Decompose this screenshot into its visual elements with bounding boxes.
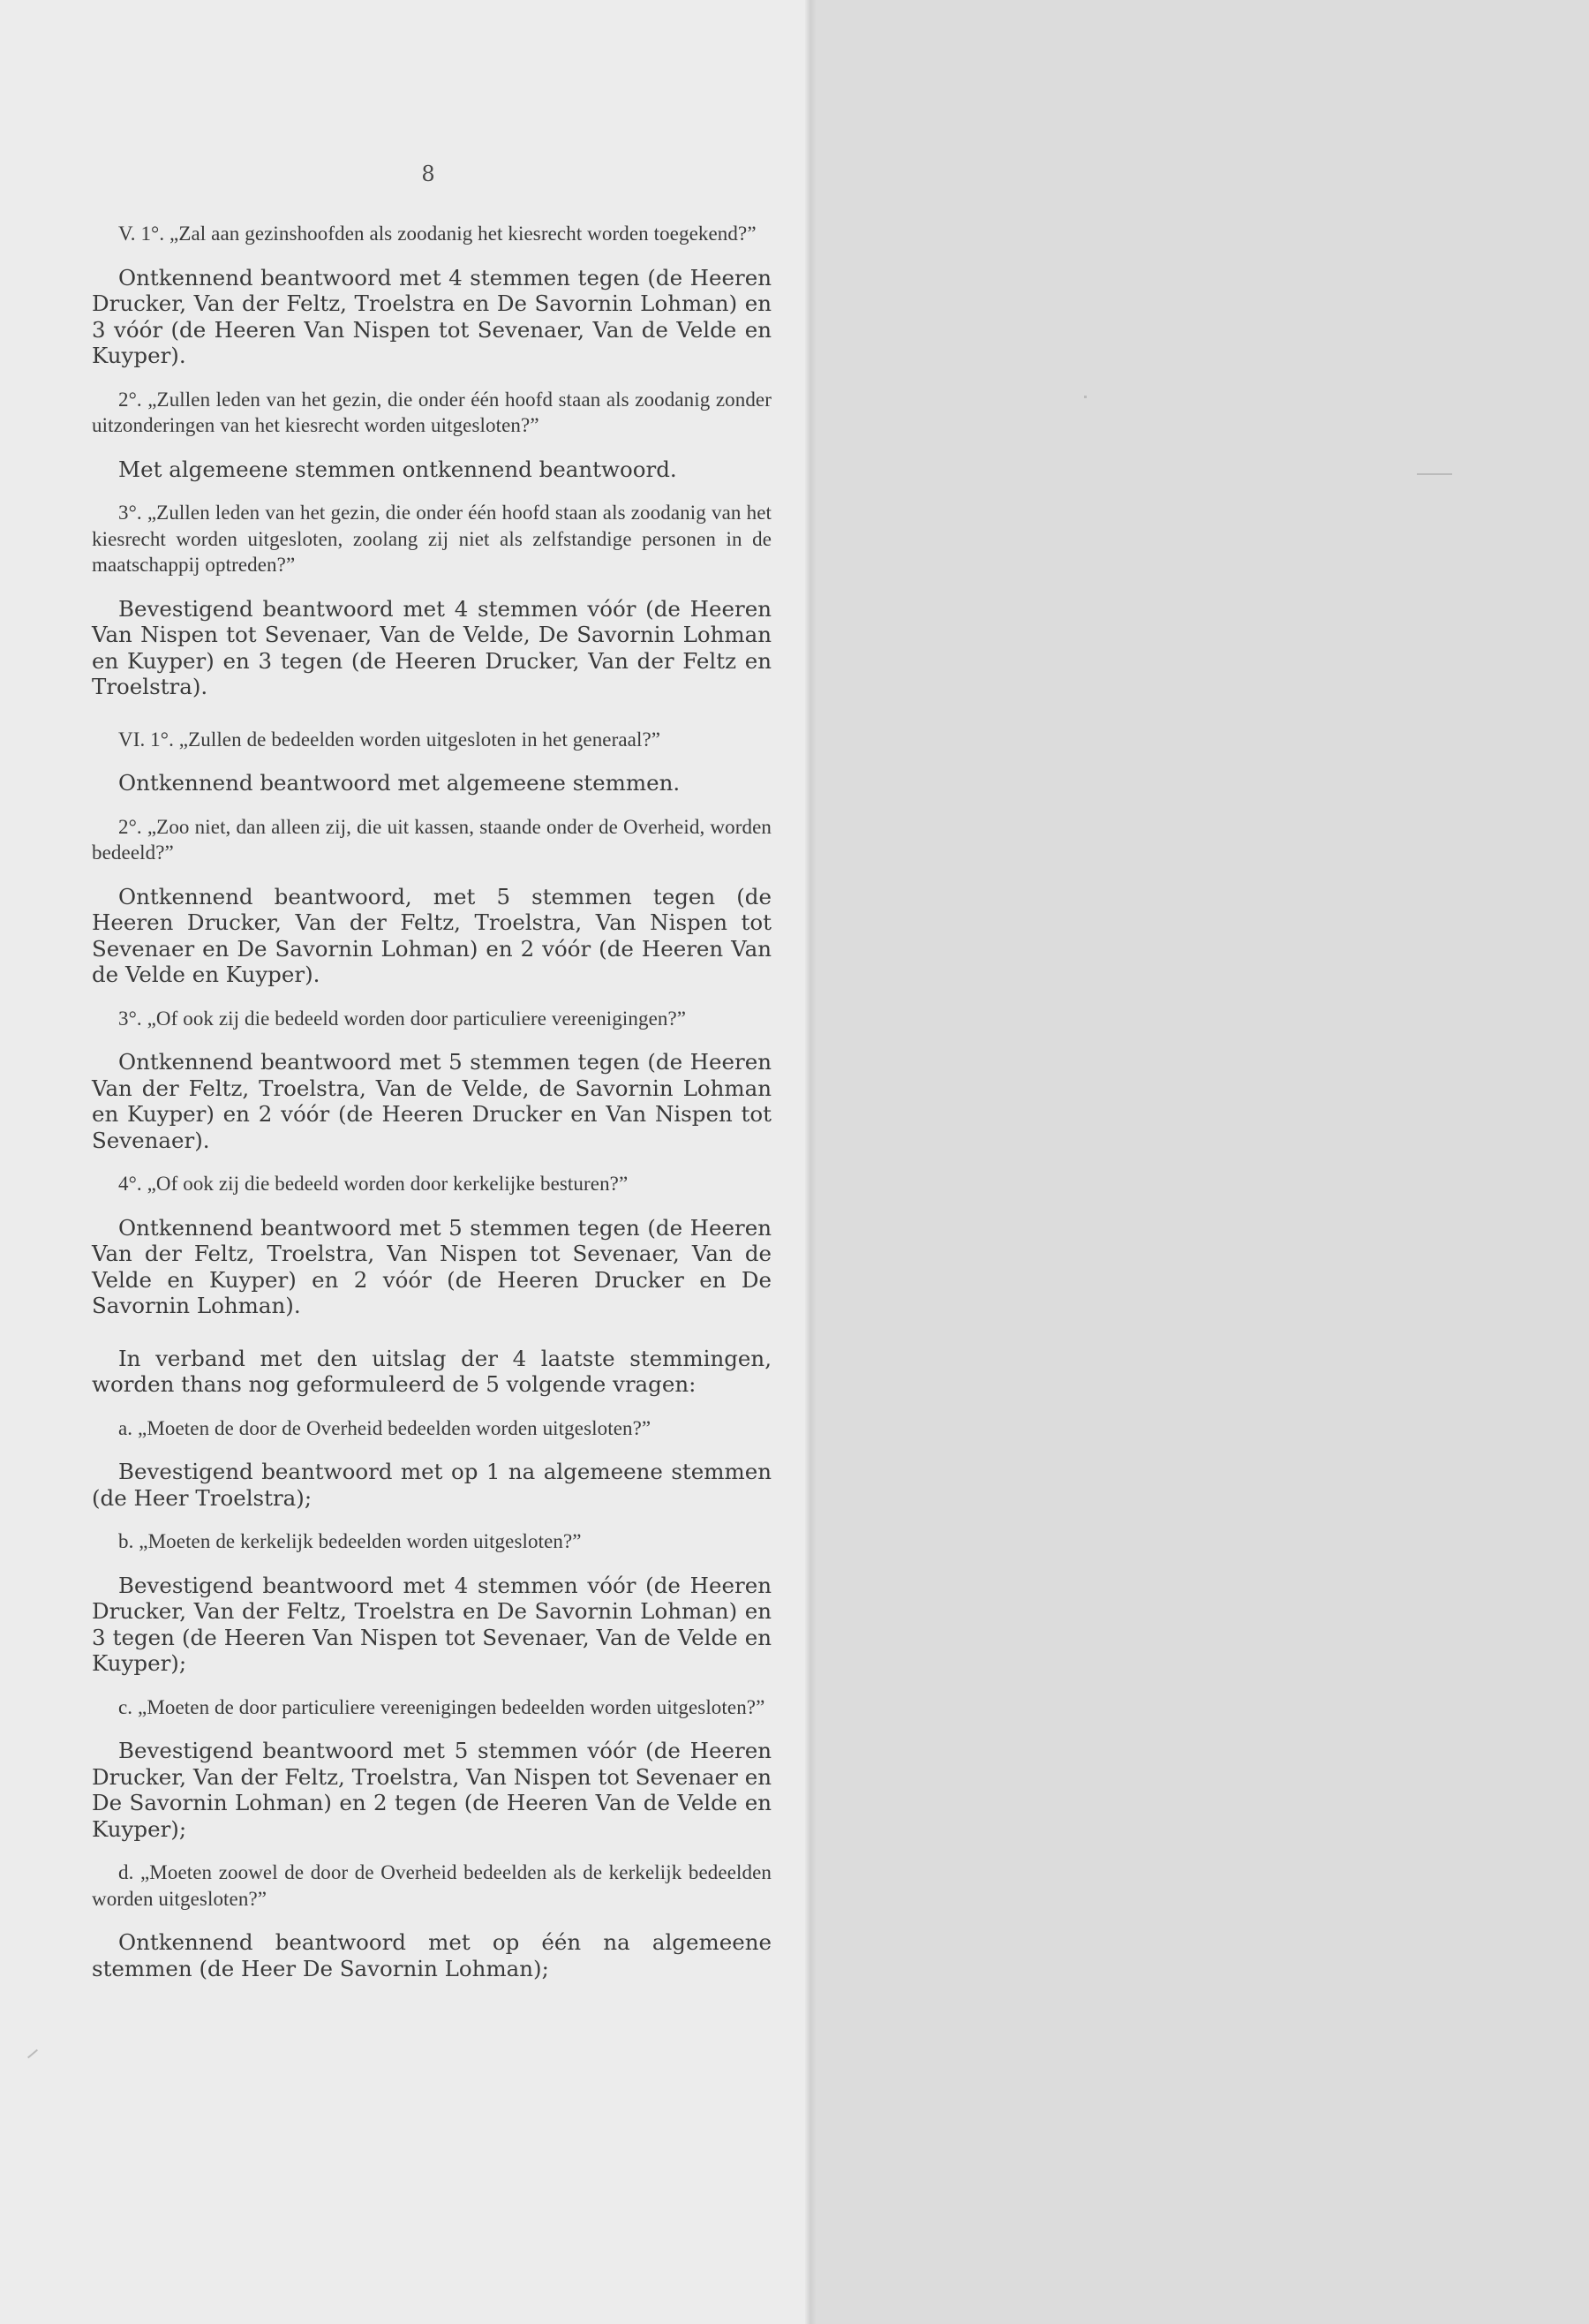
paragraph: Ontkennend beantwoord met 4 stemmen tegen (de Heeren Drucker, Van der Feltz, Troelstra en De Savornin Lohman) en 3 vóór (de Heeren Van Nispen tot Sevenaer, Van de Velde en Kuyper). — [92, 264, 772, 368]
paragraph: 3°. „Of ook zij die bedeeld worden door particuliere vereenigingen?” — [118, 1007, 687, 1030]
paragraph: a. „Moeten de door de Overheid bedeelden worden uitgesloten?” — [118, 1416, 651, 1439]
paragraph: In verband met den uitslag der 4 laatste stemmingen, worden thans nog geformuleerd de 5 volgende vragen: — [92, 1345, 772, 1397]
right-page — [812, 0, 1589, 2324]
paragraph: Ontkennend beantwoord met 5 stemmen tegen (de Heeren Van der Feltz, Troelstra, Van de Velde, de Savornin Lohman en Kuyper) en 2 vóór (de Heeren Drucker en Van Nispen tot Sevenaer). — [92, 1049, 772, 1153]
paragraph: 2°. „Zoo niet, dan alleen zij, die uit kassen, staande onder de Overheid, worden bedeeld?” — [92, 815, 772, 864]
paragraph: Ontkennend beantwoord met 5 stemmen tegen (de Heeren Van der Feltz, Troelstra, Van Nispen tot Sevenaer, Van de Velde en Kuyper) en 2 vóór (de Heeren Drucker en De Savornin Lohman). — [92, 1214, 772, 1318]
paragraph: Bevestigend beantwoord met 4 stemmen vóór (de Heeren Van Nispen tot Sevenaer, Van de Velde, De Savornin Lohman en Kuyper) en 3 tegen (de Heeren Drucker, Van der Feltz en Troelstra). — [92, 595, 772, 699]
paragraph: Bevestigend beantwoord met op 1 na algemeene stemmen (de Heer Troelstra); — [92, 1459, 772, 1511]
paragraph: Met algemeene stemmen ontkennend beantwoord. — [118, 456, 677, 482]
paragraph: Bevestigend beantwoord met 5 stemmen vóór (de Heeren Drucker, Van der Feltz, Troelstra, Van Nispen tot Sevenaer en De Savornin Lohman) en 2 tegen (de Heeren Van de Velde en Kuyper); — [92, 1738, 772, 1842]
document-body — [92, 221, 772, 1981]
paragraph: Ontkennend beantwoord, met 5 stemmen tegen (de Heeren Drucker, Van der Feltz, Troelstra, Van Nispen tot Sevenaer en De Savornin Lohman) en 2 vóór (de Heeren Van de Velde en Kuyper). — [92, 883, 772, 987]
scan-speck — [1084, 396, 1087, 398]
paragraph: VI. 1°. „Zullen de bedeelden worden uitgesloten in het generaal?” — [118, 728, 661, 751]
paragraph: V. 1°. „Zal aan gezinshoofden als zoodanig het kiesrecht worden toegekend?” — [118, 223, 757, 245]
paragraph: 4°. „Of ook zij die bedeeld worden door kerkelijke besturen?” — [118, 1173, 629, 1195]
paragraph: 3°. „Zullen leden van het gezin, die onder één hoofd staan als zoodanig van het kiesrecht worden uitgesloten, zoolang zij niet als zelfstandige personen in de maatschappij optreden?” — [92, 502, 772, 576]
paragraph: Ontkennend beantwoord met algemeene stemmen. — [118, 770, 681, 796]
page-gutter — [805, 0, 816, 2324]
paragraph: 2°. „Zullen leden van het gezin, die onder één hoofd staan als zoodanig zonder uitzonderingen van het kiesrecht worden uitgesloten?” — [92, 388, 772, 436]
page-number: 8 — [421, 162, 435, 186]
paragraph: Bevestigend beantwoord met 4 stemmen vóór (de Heeren Drucker, Van der Feltz, Troelstra en De Savornin Lohman) en 3 tegen (de Heeren Van Nispen tot Sevenaer, Van de Velde en Kuyper); — [92, 1572, 772, 1676]
paragraph: Ontkennend beantwoord met op één na algemeene stemmen (de Heer De Savornin Lohman); — [92, 1929, 772, 1981]
paragraph: b. „Moeten de kerkelijk bedeelden worden uitgesloten?” — [118, 1530, 582, 1552]
paragraph: d. „Moeten zoowel de door de Overheid bedeelden als de kerkelijk bedeelden worden uitgesloten?” — [92, 1861, 772, 1910]
paragraph: c. „Moeten de door particuliere vereenigingen bedeelden worden uitgesloten?” — [118, 1695, 765, 1718]
scan-speck — [1417, 473, 1452, 475]
